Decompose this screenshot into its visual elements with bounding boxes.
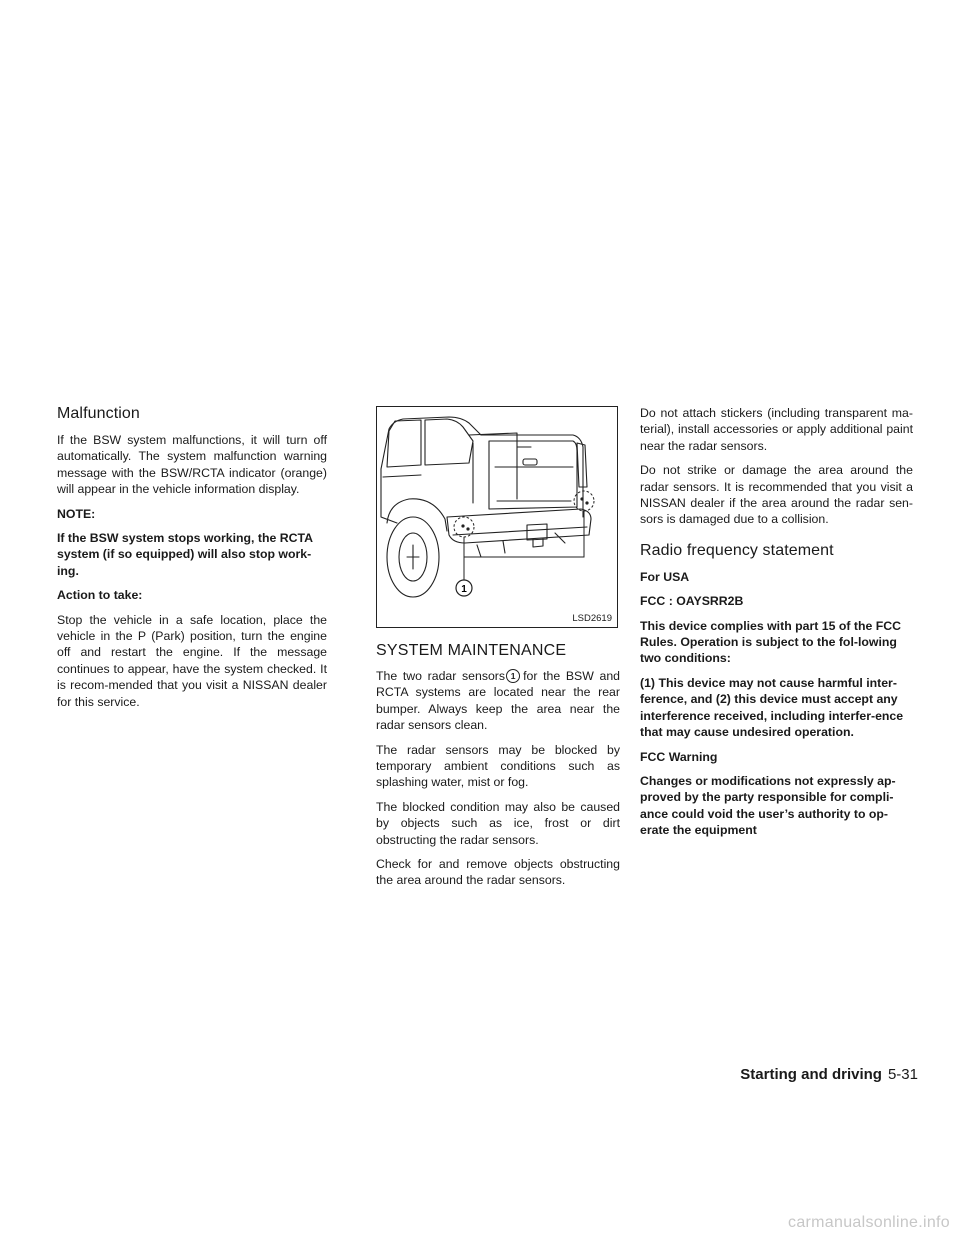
conditions-statement: (1) This device may not cause harmful inter-ference, and (2) this device must accept any interference received, including interfer-ence that may cause undesired operation. bbox=[640, 675, 904, 740]
system-maintenance-heading: SYSTEM MAINTENANCE bbox=[376, 642, 567, 659]
malfunction-paragraph: If the BSW system malfunctions, it will turn off automatically. The system malfunction warning message with the BSW/RCTA indicator (orange) will appear in the vehicle information display. bbox=[57, 433, 327, 497]
action-text: Stop the vehicle in a safe location, place the vehicle in the P (Park) position, turn the engine off and restart the engine. If the message continues to appear, have the system checked. It is recom-mended that you visit a NISSAN dealer for this service. bbox=[57, 612, 327, 709]
truck-rear-illustration bbox=[377, 407, 617, 626]
watermark: carmanualsonline.info bbox=[788, 1214, 950, 1231]
malfunction-heading: Malfunction bbox=[57, 405, 140, 422]
column-2 bbox=[376, 405, 620, 897]
maintenance-text-b: for the BSW and RCTA systems are located near the rear bumper. Always keep the area near the radar sensors clean. bbox=[376, 669, 620, 733]
footer-section: Starting and driving bbox=[740, 1066, 882, 1083]
figure-callout-number: 1 bbox=[461, 584, 467, 595]
for-usa-label: For USA bbox=[640, 569, 690, 584]
maintenance-paragraph-2: The radar sensors may be blocked by temporary ambient conditions such as splashing water, mist or fog. bbox=[376, 742, 620, 790]
callout-1-icon: 1 bbox=[506, 669, 520, 683]
action-label: Action to take: bbox=[57, 588, 143, 603]
stickers-paragraph: Do not attach stickers (including transparent ma-terial), install accessories or apply additional paint near the radar sensors. bbox=[640, 406, 913, 453]
maintenance-paragraph-4: Check for and remove objects obstructing the area around the radar sensors. bbox=[376, 857, 620, 888]
radar-sensor-figure bbox=[376, 406, 618, 628]
maintenance-text-a: The two radar sensors bbox=[376, 669, 506, 683]
fcc-warning-text: Changes or modifications not expressly ap-proved by the party responsible for compli-ance could void the user’s authority to op-erate the equipment bbox=[640, 773, 896, 838]
damage-paragraph: Do not strike or damage the area around the radar sensors. It is recommended that you visit a NISSAN dealer if the area around the radar sen-sors is damaged due to a collision. bbox=[640, 463, 913, 527]
column-1 bbox=[57, 405, 327, 718]
page-footer bbox=[740, 1066, 918, 1083]
fcc-id: FCC : OAYSRR2B bbox=[640, 594, 744, 609]
maintenance-paragraph-1 bbox=[376, 668, 620, 734]
column-3 bbox=[640, 405, 913, 847]
maintenance-paragraph-3: The blocked condition may also be caused by objects such as ice, frost or dirt obstructing the radar sensors. bbox=[376, 799, 620, 847]
compliance-statement: This device complies with part 15 of the FCC Rules. Operation is subject to the fol-lowing two conditions: bbox=[640, 618, 902, 666]
page-number: 5-31 bbox=[887, 1066, 918, 1083]
note-label: NOTE: bbox=[57, 506, 96, 521]
note-text: If the BSW system stops working, the RCTA system (if so equipped) will also stop work-ing. bbox=[57, 531, 313, 578]
figure-code: LSD2619 bbox=[572, 613, 612, 624]
fcc-warning-label: FCC Warning bbox=[640, 749, 718, 764]
radio-frequency-heading: Radio frequency statement bbox=[640, 541, 834, 559]
